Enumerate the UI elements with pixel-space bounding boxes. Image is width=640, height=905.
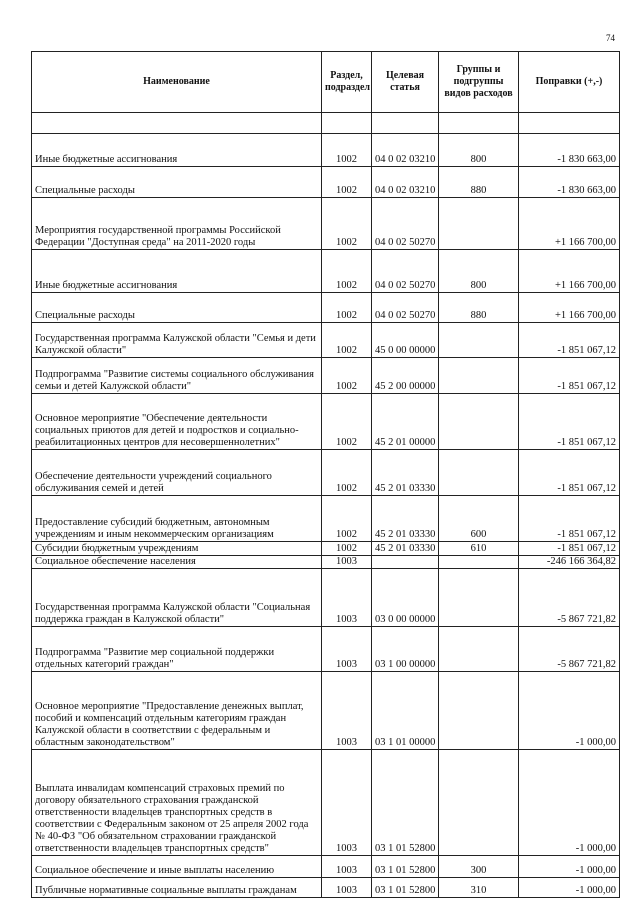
row-target: 45 2 01 03330 [372, 450, 439, 496]
row-amount: -1 851 067,12 [519, 323, 620, 358]
row-amount: -5 867 721,82 [519, 627, 620, 672]
row-group [439, 198, 519, 250]
row-amount: -1 000,00 [519, 878, 620, 898]
row-amount: -1 000,00 [519, 672, 620, 750]
row-target: 03 1 01 52800 [372, 856, 439, 878]
row-target: 45 2 00 00000 [372, 358, 439, 394]
row-name: Выплата инвалидам компенсаций страховых премий по договору обязательного страхования гражданской ответственности владельцев транспортных средств в соответствии с Федеральным законом от 25 апреля 2002 года № 40-ФЗ "Об обязательном страховании гражданской ответственности владельцев транспортных средств" [32, 750, 322, 856]
table-row [32, 250, 620, 293]
row-name: Государственная программа Калужской области "Семья и дети Калужской области" [32, 323, 322, 358]
row-group [439, 450, 519, 496]
row-group [439, 394, 519, 450]
row-name: Обеспечение деятельности учреждений социального обслуживания семей и детей [32, 450, 322, 496]
row-amount: -1 851 067,12 [519, 358, 620, 394]
row-group [439, 569, 519, 627]
row-group [439, 750, 519, 856]
row-name: Подпрограмма "Развитие системы социального обслуживания семьи и детей Калужской области" [32, 358, 322, 394]
row-amount: -1 851 067,12 [519, 496, 620, 542]
row-group [439, 358, 519, 394]
header-groups: Группы и подгруппы видов расходов [439, 52, 519, 113]
row-section: 1002 [322, 293, 372, 323]
row-target: 45 2 01 03330 [372, 542, 439, 556]
row-section: 1003 [322, 878, 372, 898]
table-row [32, 856, 620, 878]
row-name: Основное мероприятие "Предоставление денежных выплат, пособий и компенсаций отдельным категориям граждан Калужской области в соответствии с федеральным и областным законодательством" [32, 672, 322, 750]
row-group: 880 [439, 167, 519, 198]
row-section: 1003 [322, 750, 372, 856]
row-name: Основное мероприятие "Обеспечение деятельности социальных приютов для детей и подростков и социально-реабилитационных центров для несовершеннолетних" [32, 394, 322, 450]
table-row [32, 750, 620, 856]
row-name: Иные бюджетные ассигнования [32, 134, 322, 167]
row-group: 300 [439, 856, 519, 878]
row-name: Предоставление субсидий бюджетным, автономным учреждениям и иным некоммерческим организациям [32, 496, 322, 542]
row-group [439, 323, 519, 358]
row-amount: -1 851 067,12 [519, 450, 620, 496]
table-row [32, 394, 620, 450]
row-target: 03 1 00 00000 [372, 627, 439, 672]
table-row [32, 198, 620, 250]
row-section: 1002 [322, 198, 372, 250]
row-name: Социальное обеспечение и иные выплаты населению [32, 856, 322, 878]
row-name: Субсидии бюджетным учреждениям [32, 542, 322, 556]
row-name: Мероприятия государственной программы Российской Федерации "Доступная среда" на 2011-2020 годы [32, 198, 322, 250]
row-amount: +1 166 700,00 [519, 250, 620, 293]
row-target: 04 0 02 50270 [372, 293, 439, 323]
row-group: 800 [439, 250, 519, 293]
row-group: 600 [439, 496, 519, 542]
table-row [32, 167, 620, 198]
header-target: Целевая статья [372, 52, 439, 113]
row-amount: -1 851 067,12 [519, 542, 620, 556]
table-row [32, 542, 620, 556]
row-group: 800 [439, 134, 519, 167]
header-name: Наименование [32, 52, 322, 113]
row-amount: -1 000,00 [519, 856, 620, 878]
row-name: Специальные расходы [32, 293, 322, 323]
table-header-row [32, 52, 620, 113]
header-section: Раздел, подраздел [322, 52, 372, 113]
table-row [32, 358, 620, 394]
row-target: 04 0 02 03210 [372, 134, 439, 167]
row-group [439, 672, 519, 750]
row-name: Государственная программа Калужской области "Социальная поддержка граждан в Калужской области" [32, 569, 322, 627]
page-number: 74 [606, 33, 615, 43]
row-name: Иные бюджетные ассигнования [32, 250, 322, 293]
budget-amendments-table [31, 51, 620, 898]
row-section: 1002 [322, 323, 372, 358]
row-section: 1003 [322, 627, 372, 672]
table-row [32, 556, 620, 569]
row-group: 310 [439, 878, 519, 898]
row-group [439, 556, 519, 569]
row-amount: -1 000,00 [519, 750, 620, 856]
row-target: 04 0 02 03210 [372, 167, 439, 198]
row-target: 04 0 02 50270 [372, 198, 439, 250]
row-target: 04 0 02 50270 [372, 250, 439, 293]
row-section: 1002 [322, 250, 372, 293]
row-target: 03 0 00 00000 [372, 569, 439, 627]
row-target: 03 1 01 52800 [372, 878, 439, 898]
row-name: Социальное обеспечение населения [32, 556, 322, 569]
table-row [32, 496, 620, 542]
row-target: 45 0 00 00000 [372, 323, 439, 358]
row-section: 1002 [322, 496, 372, 542]
row-target: 45 2 01 03330 [372, 496, 439, 542]
row-section: 1002 [322, 394, 372, 450]
table-row [32, 134, 620, 167]
row-amount: -1 830 663,00 [519, 134, 620, 167]
spacer-row [32, 113, 620, 134]
row-section: 1002 [322, 167, 372, 198]
table-row [32, 450, 620, 496]
row-section: 1002 [322, 542, 372, 556]
row-target: 45 2 01 00000 [372, 394, 439, 450]
table-row [32, 672, 620, 750]
row-name: Подпрограмма "Развитие мер социальной поддержки отдельных категорий граждан" [32, 627, 322, 672]
row-section: 1003 [322, 556, 372, 569]
table-row [32, 569, 620, 627]
row-amount: +1 166 700,00 [519, 293, 620, 323]
row-section: 1002 [322, 358, 372, 394]
row-section: 1003 [322, 569, 372, 627]
row-amount: -1 851 067,12 [519, 394, 620, 450]
row-amount: -1 830 663,00 [519, 167, 620, 198]
row-group: 880 [439, 293, 519, 323]
row-section: 1003 [322, 856, 372, 878]
table-row [32, 323, 620, 358]
row-amount: -5 867 721,82 [519, 569, 620, 627]
header-amendments: Поправки (+,-) [519, 52, 620, 113]
row-section: 1002 [322, 134, 372, 167]
table-row [32, 293, 620, 323]
row-name: Публичные нормативные социальные выплаты гражданам [32, 878, 322, 898]
table-row [32, 878, 620, 898]
row-target [372, 556, 439, 569]
row-target: 03 1 01 00000 [372, 672, 439, 750]
row-name: Специальные расходы [32, 167, 322, 198]
table-row [32, 627, 620, 672]
row-group: 610 [439, 542, 519, 556]
row-section: 1002 [322, 450, 372, 496]
row-amount: +1 166 700,00 [519, 198, 620, 250]
row-target: 03 1 01 52800 [372, 750, 439, 856]
row-group [439, 627, 519, 672]
row-amount: -246 166 364,82 [519, 556, 620, 569]
row-section: 1003 [322, 672, 372, 750]
